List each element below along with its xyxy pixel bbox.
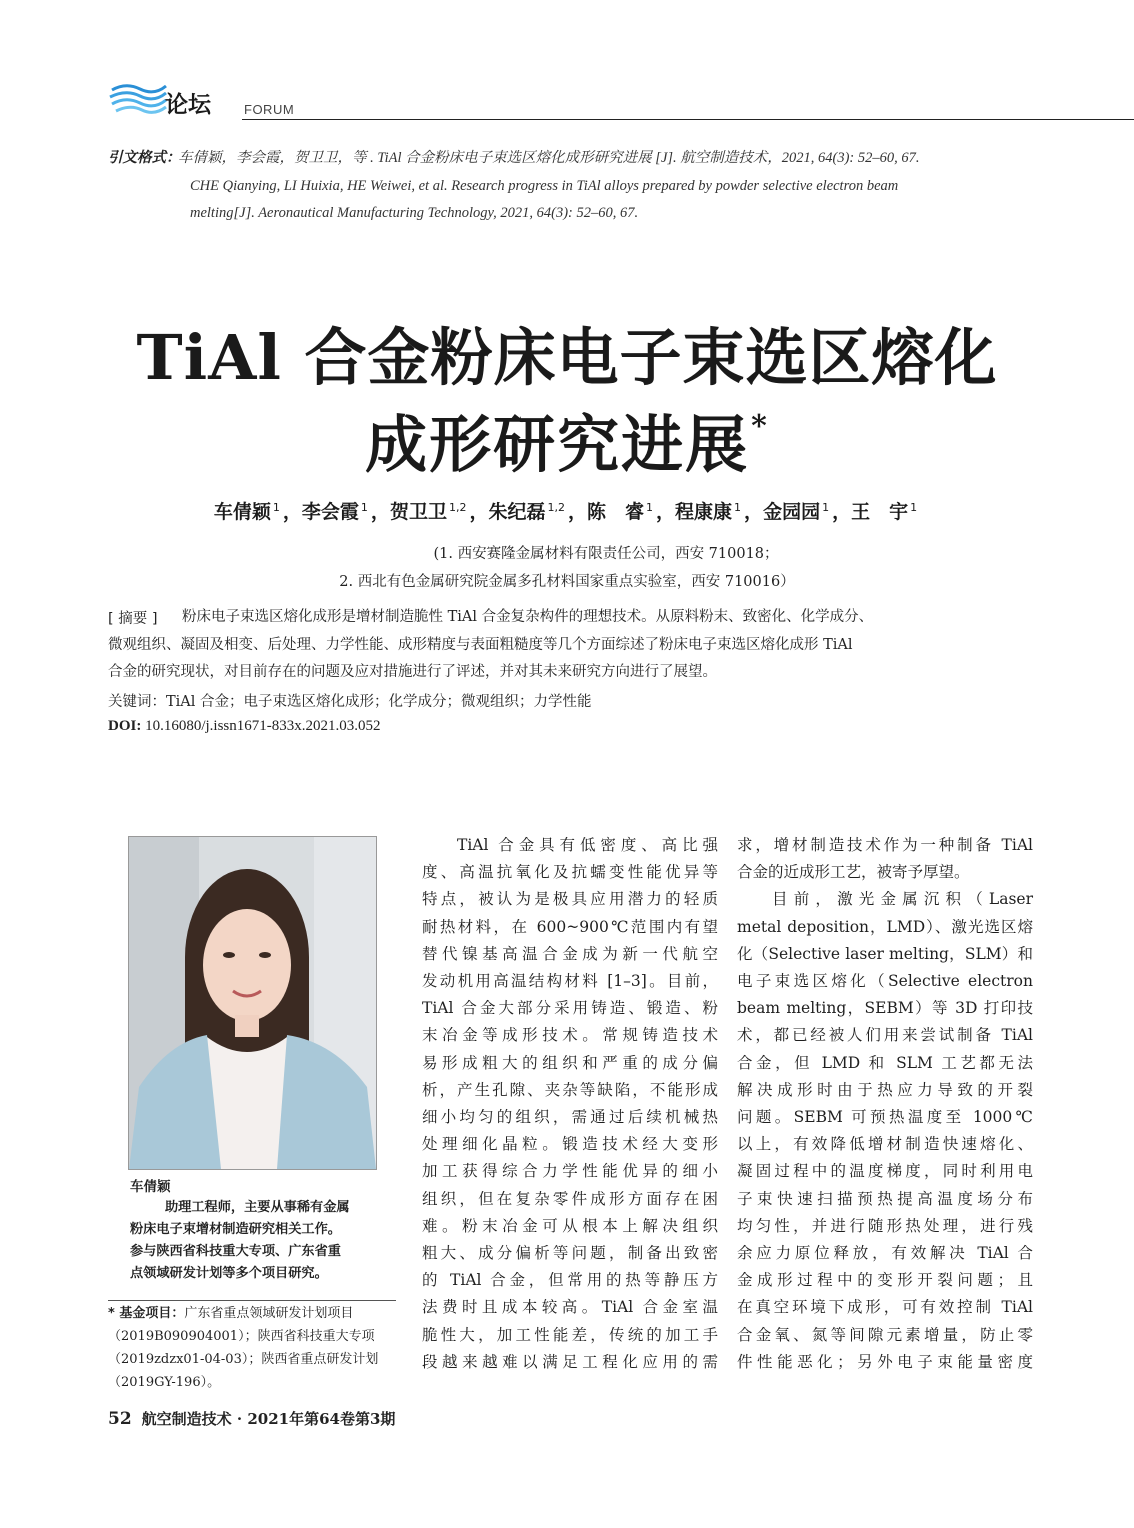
paper-title-line1: TiAl 合金粉床电子束选区熔化 bbox=[136, 321, 998, 394]
title-footnote-mark: * bbox=[751, 409, 769, 444]
body-text-line: 替代镍基高温合金成为新一代航空 bbox=[422, 944, 718, 963]
author-name: 贺卫卫 bbox=[389, 501, 447, 523]
body-text-line: 末冶金等成形技术。常规铸造技术 bbox=[422, 1026, 718, 1045]
body-text-line: 难。粉末冶金可从根本上解决组织 bbox=[422, 1216, 718, 1235]
paper-title-line2 bbox=[0, 395, 1134, 484]
author-bio-line: 助理工程师，主要从事稀有金属 bbox=[165, 1200, 350, 1215]
author-portrait-image bbox=[129, 837, 376, 1169]
body-text-line: 均匀性，并进行随形热处理，进行残 bbox=[737, 1216, 1033, 1235]
body-text-line: 粗大、成分偏析等问题，制备出致密 bbox=[422, 1244, 718, 1263]
section-title-en: FORUM bbox=[244, 102, 295, 117]
funding-text: 广东省重点领域研发计划项目 bbox=[184, 1306, 354, 1321]
author-affiliation-mark: 1 bbox=[910, 500, 918, 514]
funding-line: （2019B090904001）；陕西省科技重大专项 bbox=[108, 1329, 375, 1344]
author-photo bbox=[128, 836, 377, 1170]
author-bio-name: 车倩颖 bbox=[130, 1179, 171, 1195]
body-text-line: beam melting，SEBM）等 3D 打印技 bbox=[737, 999, 1033, 1018]
body-text-line: 特点，被认为是极具应用潜力的轻质 bbox=[422, 890, 718, 909]
body-text-line: 解决成形时由于热应力导致的开裂 bbox=[737, 1080, 1033, 1099]
body-text-line: 电子束选区熔化（Selective electron bbox=[737, 972, 1033, 991]
author-affiliation-mark: 1 bbox=[272, 500, 280, 514]
funding-line bbox=[108, 1302, 353, 1326]
abstract-label: [ 摘要 ] bbox=[108, 611, 158, 627]
body-text-line: 加工获得综合力学性能优异的细小 bbox=[422, 1162, 718, 1181]
affiliation-line: (1. 西安赛隆金属材料有限责任公司，西安 710018； bbox=[433, 546, 779, 562]
body-text-line: 凝固过程中的温度梯度，同时利用电 bbox=[737, 1162, 1033, 1181]
body-text-line: 合金氧、氮等间隙元素增量，防止零 bbox=[737, 1325, 1033, 1344]
abstract-line: 微观组织、凝固及相变、后处理、力学性能、成形精度与表面粗糙度等几个方面综述了粉床电子束选区熔化成形 TiAl bbox=[108, 637, 853, 653]
body-text-line: 耐热材料，在 600~900℃范围内有望 bbox=[422, 917, 718, 936]
body-text-line: 发动机用高温结构材料 [1–3]。目前， bbox=[422, 972, 718, 991]
body-text-line: 合金，但 LMD 和 SLM 工艺都无法 bbox=[737, 1053, 1033, 1072]
body-text-line: 术，都已经被人们用来尝试制备 TiAl bbox=[737, 1026, 1033, 1045]
funding-line: （2019GY-196）。 bbox=[108, 1375, 221, 1390]
citation-line: 车倩颖，李会霞，贺卫卫，等 . TiAl 合金粉床电子束选区熔化成形研究进展 [J]. 航空制造技术，2021, 64(3): 52–60, 67. bbox=[178, 150, 920, 166]
author-separator: ， bbox=[744, 501, 764, 523]
body-text-line: 脆性大，加工性能差，传统的加工手 bbox=[422, 1325, 718, 1344]
body-text-line: 度、高温抗氧化及抗蠕变性能优异等 bbox=[422, 863, 718, 882]
citation-label: 引文格式： bbox=[108, 150, 181, 166]
body-text-line: 金成形过程中的变形开裂问题；且 bbox=[737, 1271, 1033, 1290]
author-name: 朱纪磊 bbox=[488, 501, 546, 523]
author-name: 车倩颖 bbox=[213, 501, 271, 523]
keywords-label: 关键词： bbox=[108, 694, 166, 710]
author-separator: ， bbox=[656, 501, 676, 523]
author-name: 王 宇 bbox=[851, 501, 909, 523]
doi-label: DOI: bbox=[108, 718, 142, 734]
keywords-text: TiAl 合金；电子束选区熔化成形；化学成分；微观组织；力学性能 bbox=[166, 694, 592, 710]
author-name: 陈 睿 bbox=[587, 501, 645, 523]
forum-logo-icon bbox=[108, 80, 168, 120]
author-affiliation-mark: 1 bbox=[646, 500, 654, 514]
author-bio-line: 参与陕西省科技重大专项、广东省重 bbox=[130, 1244, 341, 1259]
abstract-line: 粉床电子束选区熔化成形是增材制造脆性 TiAl 合金复杂构件的理想技术。从原料粉末、致密化、化学成分、 bbox=[182, 609, 874, 625]
body-text-line: 合金的近成形工艺，被寄予厚望。 bbox=[737, 863, 970, 882]
author-affiliation-mark: 1 bbox=[822, 500, 830, 514]
funding-line: （2019zdzx01-04-03）；陕西省重点研发计划 bbox=[108, 1352, 379, 1367]
paper-title-text: 成形研究进展 bbox=[365, 408, 750, 481]
author-affiliation-mark: 1,2 bbox=[448, 500, 467, 514]
doi bbox=[108, 718, 381, 735]
doi-value: 10.16080/j.issn1671-833x.2021.03.052 bbox=[141, 718, 381, 734]
author-separator: ， bbox=[370, 501, 390, 523]
author-name: 李会霞 bbox=[301, 501, 359, 523]
body-text-line: TiAl 合金具有低密度、高比强 bbox=[457, 836, 718, 854]
funding-label: * 基金项目： bbox=[108, 1306, 185, 1321]
author-separator: ， bbox=[832, 501, 852, 523]
author-affiliation-mark: 1 bbox=[734, 500, 742, 514]
author-affiliation-mark: 1 bbox=[360, 500, 368, 514]
citation-line: melting[J]. Aeronautical Manufacturing Technology, 2021, 64(3): 52–60, 67. bbox=[190, 205, 639, 221]
affiliation-line: 2. 西北有色金属研究院金属多孔材料国家重点实验室，西安 710016） bbox=[339, 574, 795, 590]
footnote-rule bbox=[108, 1300, 396, 1301]
body-text-line: 析，产生孔隙、夹杂等缺陷，不能形成 bbox=[422, 1080, 718, 1099]
body-text-line: 在真空环境下成形，可有效控制 TiAl bbox=[737, 1298, 1033, 1317]
body-text-line: 问题。SEBM 可预热温度至 1000℃ bbox=[737, 1108, 1033, 1127]
page-footer bbox=[108, 1408, 395, 1429]
body-text-line: 法费时且成本较高。TiAl 合金室温 bbox=[422, 1298, 718, 1317]
body-text-line: 目前，激光金属沉积（Laser bbox=[772, 890, 1033, 909]
author-separator: ， bbox=[567, 501, 587, 523]
body-text-line: 子束快速扫描预热提高温度场分布 bbox=[737, 1189, 1033, 1208]
body-text-line: 组织，但在复杂零件成形方面存在困 bbox=[422, 1189, 718, 1208]
body-text-line: TiAl 合金大部分采用铸造、锻造、粉 bbox=[422, 999, 718, 1018]
author-bio-line: 点领域研发计划等多个项目研究。 bbox=[130, 1266, 328, 1281]
body-text-line: 余应力原位释放，有效解决 TiAl 合 bbox=[737, 1244, 1033, 1263]
body-text-line: 处理细化晶粒。锻造技术经大变形 bbox=[422, 1135, 718, 1154]
keywords bbox=[108, 690, 592, 711]
author-separator: ， bbox=[469, 501, 489, 523]
author-bio-line: 粉床电子束增材制造研究相关工作。 bbox=[130, 1222, 341, 1237]
author-name: 金园园 bbox=[763, 501, 821, 523]
journal-issue: 航空制造技术 · 2021年第64卷第3期 bbox=[141, 1410, 396, 1428]
body-text-line: 段越来越难以满足工程化应用的需 bbox=[422, 1352, 718, 1371]
body-text-line: 的 TiAl 合金，但常用的热等静压方 bbox=[422, 1271, 718, 1290]
body-text-line: 以上，有效降低增材制造快速熔化、 bbox=[737, 1135, 1033, 1154]
header-rule bbox=[242, 119, 1134, 120]
citation-line: CHE Qianying, LI Huixia, HE Weiwei, et al. Research progress in TiAl alloys prepared by powder selective electron beam bbox=[190, 178, 899, 194]
section-title: 论坛 bbox=[165, 92, 211, 118]
body-text-line: metal deposition，LMD）、激光选区熔 bbox=[737, 917, 1033, 936]
body-column-right bbox=[737, 832, 1033, 1376]
body-text-line: 化（Selective laser melting，SLM）和 bbox=[737, 944, 1033, 963]
body-column-middle bbox=[422, 832, 718, 1376]
body-text-line: 易形成粗大的组织和严重的成分偏 bbox=[422, 1053, 718, 1072]
author-name: 程康康 bbox=[675, 501, 733, 523]
body-text-line: 细小均匀的组织，需通过后续机械热 bbox=[422, 1108, 718, 1127]
body-text-line: 件性能恶化；另外电子束能量密度 bbox=[737, 1352, 1033, 1371]
author-affiliation-mark: 1,2 bbox=[547, 500, 565, 514]
author-list bbox=[0, 497, 1134, 524]
page-number: 52 bbox=[108, 1409, 132, 1429]
body-text-line: 求，增材制造技术作为一种制备 TiAl bbox=[737, 836, 1033, 854]
author-separator: ， bbox=[282, 501, 302, 523]
abstract-line: 合金的研究现状，对目前存在的问题及应对措施进行了评述，并对其未来研究方向进行了展望。 bbox=[108, 664, 717, 680]
